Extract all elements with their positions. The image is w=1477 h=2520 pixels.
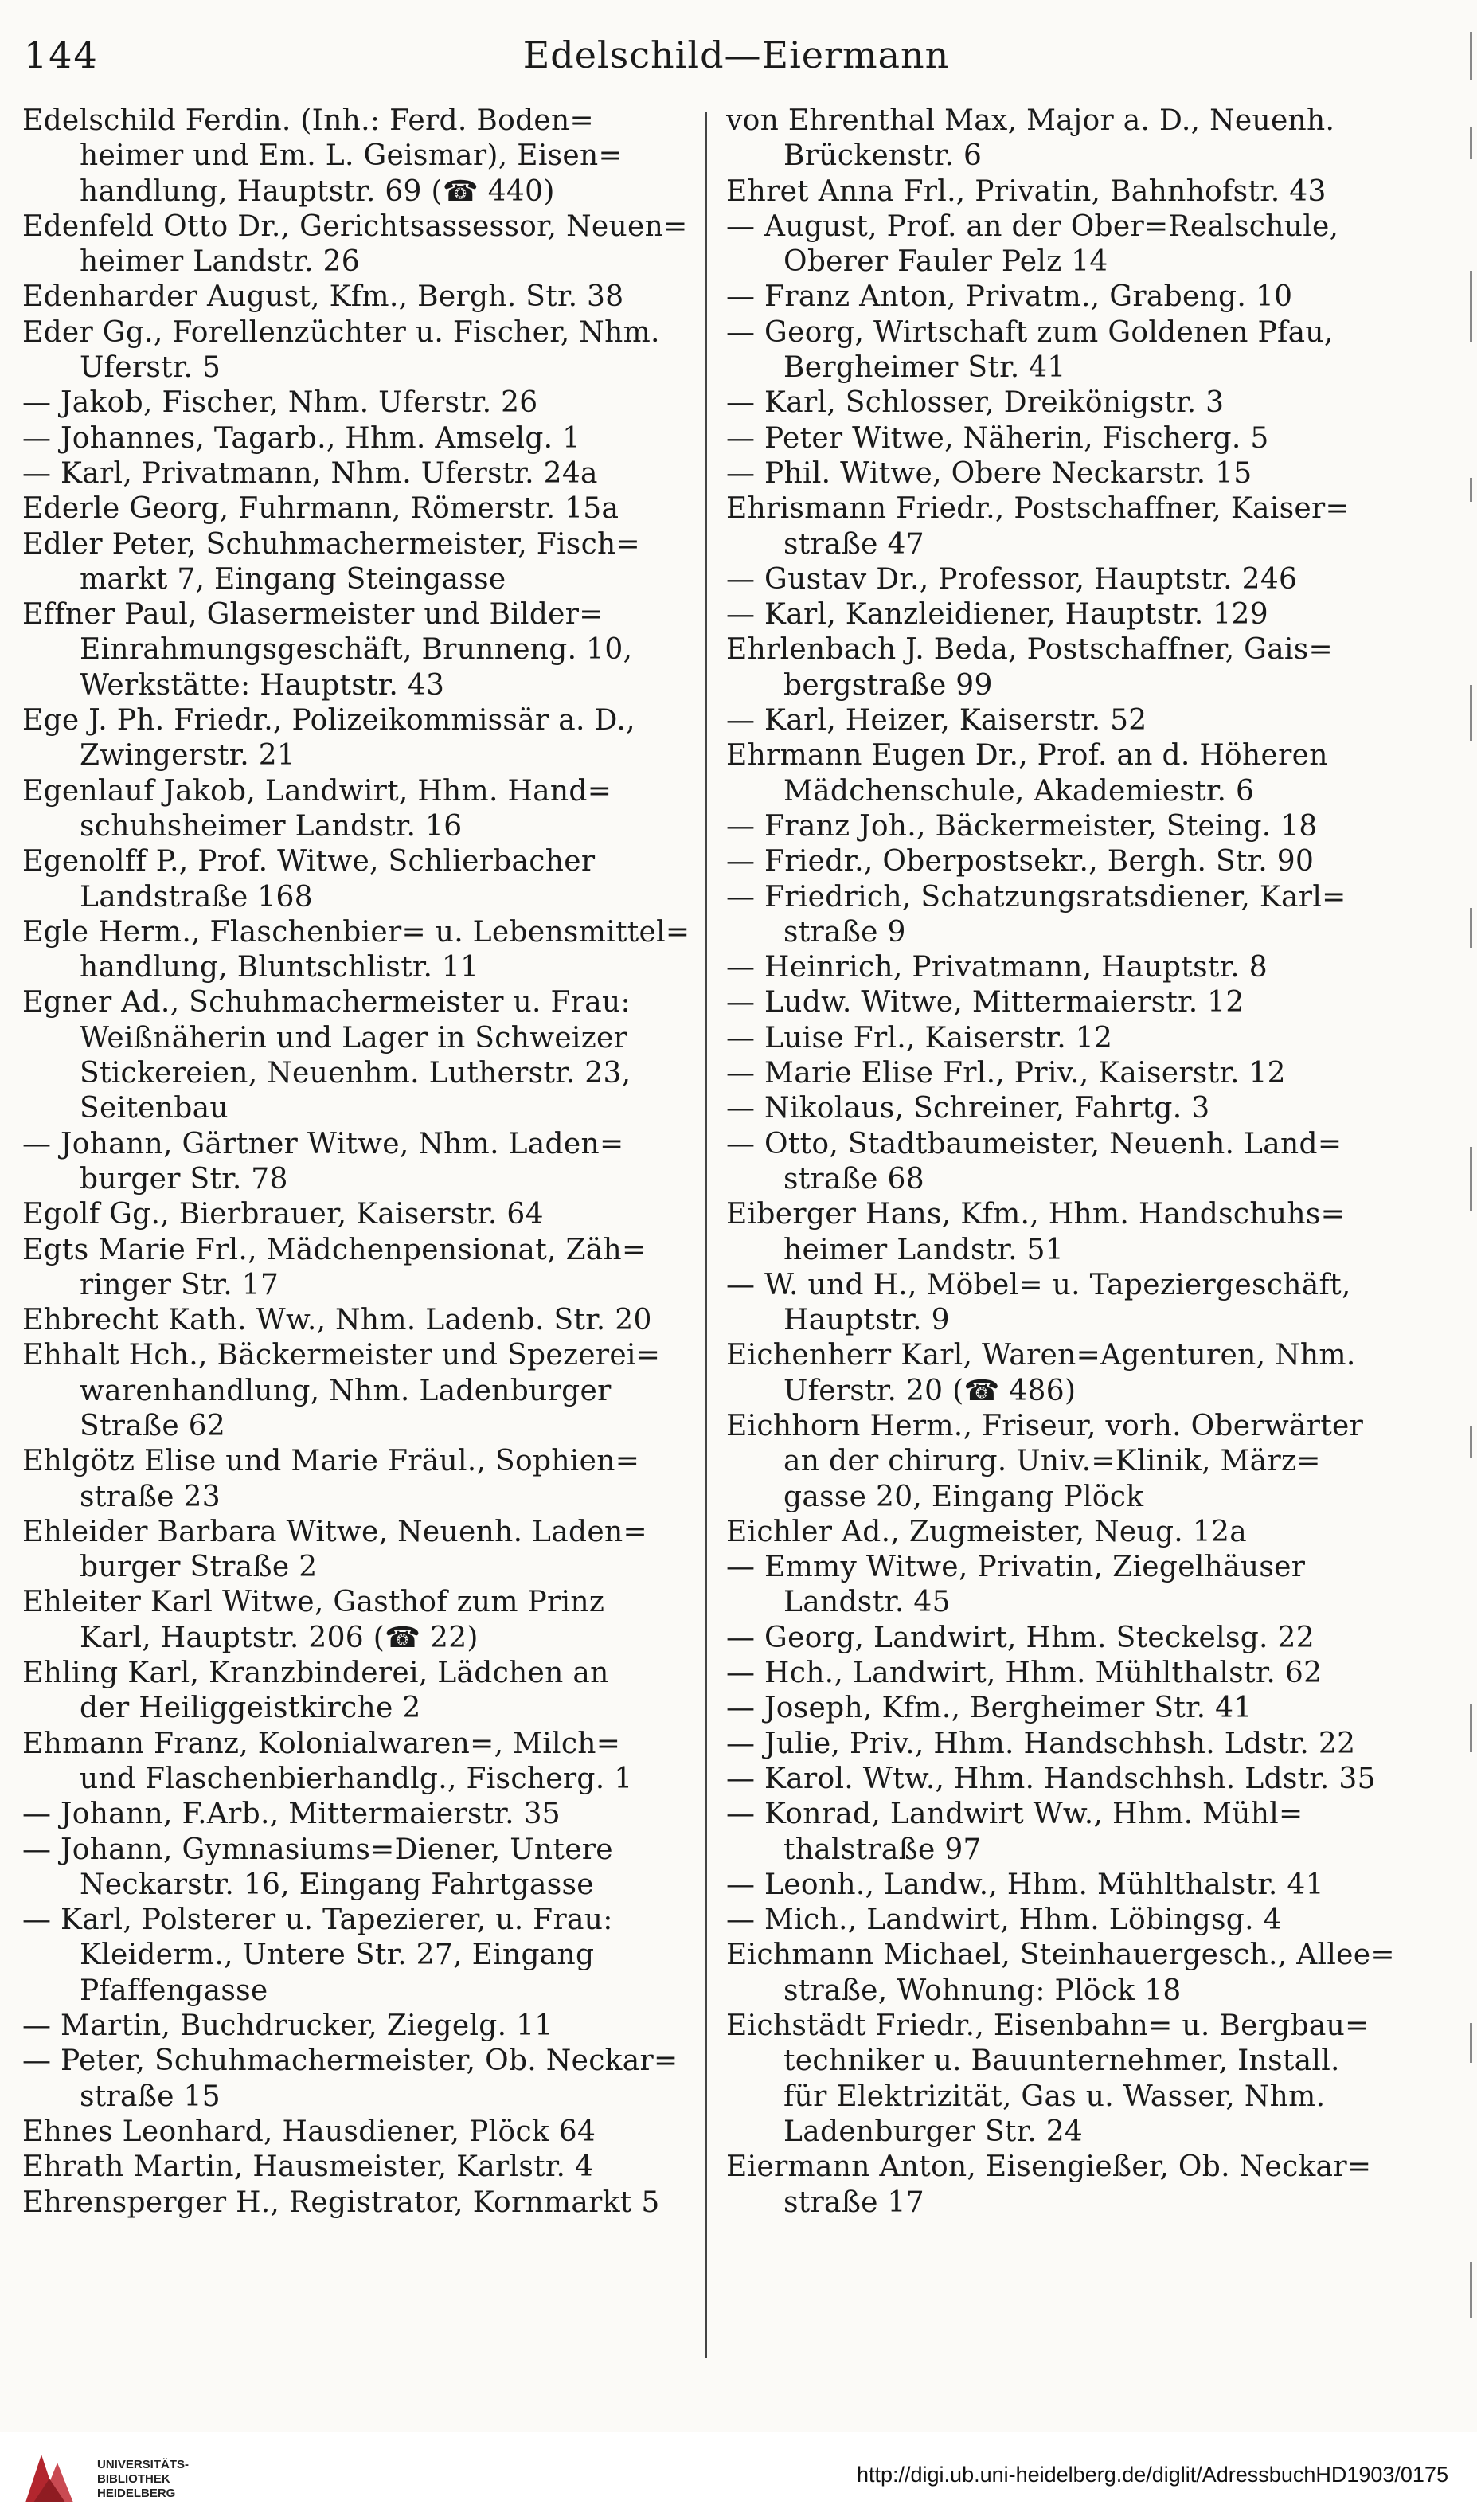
entry-continuation-line: Uferstr. 5 [80, 351, 221, 385]
entry-line: — Joseph, Kfm., Bergheimer Str. 41 [726, 1692, 1252, 1725]
entry-line: — Julie, Priv., Hhm. Handschhsh. Ldstr. 22 [726, 1727, 1356, 1760]
entry-line: Eichmann Michael, Steinhauergesch., Allee= [726, 1939, 1395, 1972]
entry-line: — Heinrich, Privatmann, Hauptstr. 8 [726, 951, 1268, 984]
entry-line: — Ludw. Witwe, Mittermaierstr. 12 [726, 986, 1245, 1019]
entry-line: Egenlauf Jakob, Landwirt, Hhm. Hand= [22, 774, 612, 808]
entry-line: Ehleiter Karl Witwe, Gasthof zum Prinz [22, 1586, 605, 1619]
entry-continuation-line: straße 47 [783, 527, 924, 561]
entry-line: — Franz Anton, Privatm., Grabeng. 10 [726, 280, 1293, 314]
entry-line: — Nikolaus, Schreiner, Fahrtg. 3 [726, 1092, 1210, 1125]
entry-line: Eder Gg., Forellenzüchter u. Fischer, Nhm. [22, 315, 660, 349]
entry-continuation-line: thalstraße 97 [783, 1833, 982, 1866]
entry-line: — Konrad, Landwirt Ww., Hhm. Mühl= [726, 1798, 1303, 1831]
entry-line: — Friedr., Oberpostsekr., Bergh. Str. 90 [726, 845, 1315, 878]
entry-continuation-line: ringer Str. 17 [80, 1268, 279, 1301]
left-column [22, 104, 691, 2221]
entry-line: Edler Peter, Schuhmachermeister, Fisch= [22, 527, 640, 561]
entry-continuation-line: straße, Wohnung: Plöck 18 [783, 1974, 1182, 2007]
entry-continuation-line: Zwingerstr. 21 [80, 739, 296, 773]
entry-line: Eichenherr Karl, Waren=Agenturen, Nhm. [726, 1339, 1356, 1372]
entry-line: — Friedrich, Schatzungsratsdiener, Karl= [726, 880, 1346, 914]
entry-line: — Johann, Gymnasiums=Diener, Untere [22, 1833, 613, 1866]
entry-line: — Otto, Stadtbaumeister, Neuenh. Land= [726, 1127, 1342, 1160]
entry-continuation-line: markt 7, Eingang Steingasse [80, 562, 506, 596]
library-logo [18, 2447, 201, 2510]
entry-line: — Leonh., Landw., Hhm. Mühlthalstr. 41 [726, 1868, 1324, 1901]
entry-line: Egle Herm., Flaschenbier= u. Lebensmittel= [22, 915, 690, 949]
entry-line: Eichstädt Friedr., Eisenbahn= u. Bergbau= [726, 2009, 1370, 2043]
entry-continuation-line: Brückenstr. 6 [783, 139, 983, 173]
entry-continuation-line: gasse 20, Eingang Plöck [783, 1480, 1144, 1513]
entry-continuation-line: straße 23 [80, 1480, 221, 1513]
entry-line: Eichhorn Herm., Friseur, vorh. Oberwärter [726, 1409, 1364, 1442]
entry-line: Edenharder August, Kfm., Bergh. Str. 38 [22, 280, 624, 314]
entry-line: Ehrismann Friedr., Postschaffner, Kaiser= [726, 492, 1350, 526]
entry-line: Ederle Georg, Fuhrmann, Römerstr. 15a [22, 492, 619, 526]
entry-continuation-line: Neckarstr. 16, Eingang Fahrtgasse [80, 1868, 594, 1901]
entry-line: — Johannes, Tagarb., Hhm. Amselg. 1 [22, 421, 581, 455]
entry-line: — Gustav Dr., Professor, Hauptstr. 246 [726, 562, 1298, 596]
entry-line: Ege J. Ph. Friedr., Polizeikommissär a. D., [22, 704, 635, 738]
entry-continuation-line: heimer Landstr. 51 [783, 1233, 1064, 1266]
entry-line: Egner Ad., Schuhmachermeister u. Frau: [22, 986, 631, 1019]
entry-line: Egts Marie Frl., Mädchenpensionat, Zäh= [22, 1233, 647, 1266]
entry-line: Ehmann Franz, Kolonialwaren=, Milch= [22, 1727, 621, 1760]
directory-columns [22, 104, 1440, 2381]
entry-continuation-line: Straße 62 [80, 1409, 226, 1442]
entry-continuation-line: für Elektrizität, Gas u. Wasser, Nhm. [783, 2080, 1326, 2113]
entry-continuation-line: burger Str. 78 [80, 1162, 288, 1195]
entry-continuation-line: Mädchenschule, Akademiestr. 6 [783, 774, 1255, 808]
entry-line: — Karl, Kanzleidiener, Hauptstr. 129 [726, 598, 1268, 632]
entry-continuation-line: Bergheimer Str. 41 [783, 351, 1066, 385]
page-number: 144 [24, 33, 99, 76]
entry-line: — Mich., Landwirt, Hhm. Löbingsg. 4 [726, 1904, 1282, 1937]
right-column [726, 104, 1395, 2221]
entry-line: Edelschild Ferdin. (Inh.: Ferd. Boden= [22, 104, 594, 137]
running-head: Edelschild—Eiermann [522, 33, 950, 76]
entry-line: von Ehrenthal Max, Major a. D., Neuenh. [726, 104, 1335, 137]
entry-continuation-line: Seitenbau [80, 1092, 229, 1125]
entry-continuation-line: straße 17 [783, 2185, 924, 2219]
entry-line: — Jakob, Fischer, Nhm. Uferstr. 26 [22, 386, 538, 420]
entry-continuation-line: Pfaffengasse [80, 1974, 268, 2007]
entry-line: Ehling Karl, Kranzbinderei, Lädchen an [22, 1657, 609, 1690]
entry-line: Ehrlenbach J. Beda, Postschaffner, Gais= [726, 633, 1333, 667]
entry-continuation-line: bergstraße 99 [783, 668, 993, 702]
entry-line: Ehbrecht Kath. Ww., Nhm. Ladenb. Str. 20 [22, 1304, 652, 1337]
entry-line: Eichler Ad., Zugmeister, Neug. 12a [726, 1515, 1247, 1548]
entry-line: Effner Paul, Glasermeister und Bilder= [22, 598, 604, 632]
entry-continuation-line: techniker u. Bauunternehmer, Install. [783, 2045, 1340, 2078]
entry-line: — Peter, Schuhmachermeister, Ob. Neckar= [22, 2045, 678, 2078]
entry-continuation-line: straße 68 [783, 1162, 924, 1195]
entry-line: — Hch., Landwirt, Hhm. Mühlthalstr. 62 [726, 1657, 1323, 1690]
entry-continuation-line: warenhandlung, Nhm. Ladenburger [80, 1374, 612, 1407]
entry-continuation-line: Weißnäherin und Lager in Schweizer [80, 1021, 628, 1055]
entry-continuation-line: burger Straße 2 [80, 1551, 318, 1584]
entry-line: Ehrmann Eugen Dr., Prof. an d. Höheren [726, 739, 1328, 773]
column-divider [705, 112, 707, 2358]
entry-continuation-line: straße 9 [783, 915, 906, 949]
entry-continuation-line: handlung, Bluntschlistr. 11 [80, 951, 479, 984]
entry-line: Ehret Anna Frl., Privatin, Bahnhofstr. 43 [726, 174, 1327, 208]
entry-continuation-line: Kleiderm., Untere Str. 27, Eingang [80, 1939, 595, 1972]
source-url[interactable]: http://digi.ub.uni-heidelberg.de/diglit/AdressbuchHD1903/0175 [856, 2463, 1448, 2487]
entry-line: — August, Prof. an der Ober=Realschule, [726, 209, 1339, 243]
entry-continuation-line: und Flaschenbierhandlg., Fischerg. 1 [80, 1762, 633, 1795]
entry-continuation-line: heimer Landstr. 26 [80, 245, 360, 279]
library-name: UNIVERSITÄTS- BIBLIOTHEK HEIDELBERG [97, 2458, 190, 2500]
entry-continuation-line: der Heiliggeistkirche 2 [80, 1692, 421, 1725]
entry-line: Ehrensperger H., Registrator, Kornmarkt 5 [22, 2185, 660, 2219]
entry-line: Ehlgötz Elise und Marie Fräul., Sophien= [22, 1445, 640, 1478]
entry-line: Ehhalt Hch., Bäckermeister und Spezerei= [22, 1339, 661, 1372]
entry-line: Ehrath Martin, Hausmeister, Karlstr. 4 [22, 2150, 594, 2184]
entry-continuation-line: straße 15 [80, 2080, 221, 2113]
entry-line: Egolf Gg., Bierbrauer, Kaiserstr. 64 [22, 1198, 544, 1231]
entry-line: — Phil. Witwe, Obere Neckarstr. 15 [726, 456, 1252, 490]
entry-continuation-line: an der chirurg. Univ.=Klinik, März= [783, 1445, 1321, 1478]
entry-line: — W. und H., Möbel= u. Tapeziergeschäft, [726, 1268, 1351, 1301]
entry-line: Ehleider Barbara Witwe, Neuenh. Laden= [22, 1515, 647, 1548]
entry-line: — Karl, Heizer, Kaiserstr. 52 [726, 704, 1147, 738]
entry-continuation-line: heimer und Em. L. Geismar), Eisen= [80, 139, 623, 173]
entry-continuation-line: Stickereien, Neuenhm. Lutherstr. 23, [80, 1057, 631, 1090]
entry-continuation-line: Uferstr. 20 (☎ 486) [783, 1374, 1076, 1407]
entry-continuation-line: handlung, Hauptstr. 69 (☎ 440) [80, 174, 555, 208]
entry-line: — Luise Frl., Kaiserstr. 12 [726, 1021, 1113, 1055]
entry-line: — Georg, Wirtschaft zum Goldenen Pfau, [726, 315, 1334, 349]
entry-continuation-line: Landstraße 168 [80, 880, 313, 914]
entry-line: — Franz Joh., Bäckermeister, Steing. 18 [726, 809, 1318, 843]
entry-line: — Karol. Wtw., Hhm. Handschhsh. Ldstr. 35 [726, 1762, 1376, 1795]
library-seal-icon [18, 2447, 81, 2510]
entry-line: Egenolff P., Prof. Witwe, Schlierbacher [22, 845, 596, 878]
entry-continuation-line: Werkstätte: Hauptstr. 43 [80, 668, 445, 702]
entry-line: Eiberger Hans, Kfm., Hhm. Handschuhs= [726, 1198, 1346, 1231]
entry-line: — Peter Witwe, Näherin, Fischerg. 5 [726, 421, 1269, 455]
entry-line: Edenfeld Otto Dr., Gerichtsassessor, Neuen= [22, 209, 688, 243]
entry-line: — Georg, Landwirt, Hhm. Steckelsg. 22 [726, 1621, 1315, 1654]
entry-line: — Johann, Gärtner Witwe, Nhm. Laden= [22, 1127, 624, 1160]
entry-line: Ehnes Leonhard, Hausdiener, Plöck 64 [22, 2115, 596, 2148]
entry-continuation-line: Hauptstr. 9 [783, 1304, 950, 1337]
page-header [24, 29, 1448, 84]
entry-line: — Karl, Schlosser, Dreikönigstr. 3 [726, 386, 1225, 420]
entry-line: — Johann, F.Arb., Mittermaierstr. 35 [22, 1798, 561, 1831]
entry-continuation-line: schuhsheimer Landstr. 16 [80, 809, 463, 843]
page-edge-marks [1461, 32, 1472, 2342]
entry-continuation-line: Landstr. 45 [783, 1586, 951, 1619]
entry-continuation-line: Oberer Fauler Pelz 14 [783, 245, 1108, 279]
entry-line: — Karl, Polsterer u. Tapezierer, u. Frau: [22, 1904, 613, 1937]
entry-line: — Marie Elise Frl., Priv., Kaiserstr. 12 [726, 1057, 1286, 1090]
entry-continuation-line: Karl, Hauptstr. 206 (☎ 22) [80, 1621, 479, 1654]
entry-line: — Martin, Buchdrucker, Ziegelg. 11 [22, 2009, 553, 2043]
digitization-footer [0, 2432, 1477, 2520]
entry-continuation-line: Einrahmungsgeschäft, Brunneng. 10, [80, 633, 633, 667]
entry-line: — Emmy Witwe, Privatin, Ziegelhäuser [726, 1551, 1306, 1584]
entry-line: — Karl, Privatmann, Nhm. Uferstr. 24a [22, 456, 598, 490]
entry-continuation-line: Ladenburger Str. 24 [783, 2115, 1084, 2148]
entry-line: Eiermann Anton, Eisengießer, Ob. Neckar= [726, 2150, 1372, 2184]
